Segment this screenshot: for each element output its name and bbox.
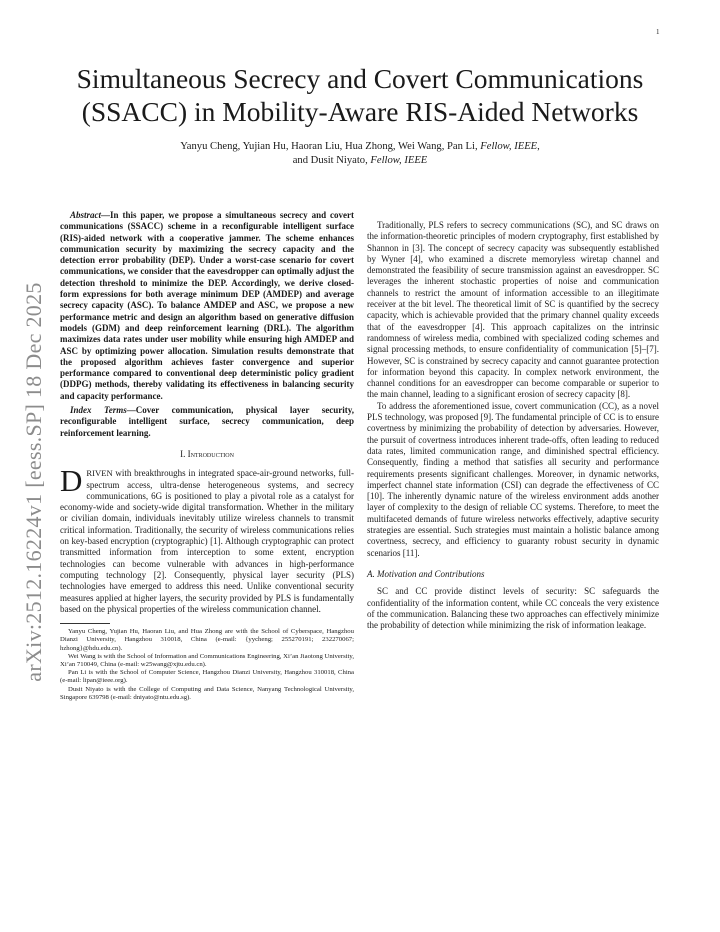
abstract xyxy=(60,210,354,402)
author-names-line2: and Dusit Niyato, xyxy=(292,155,368,166)
subsection-heading: A. Motivation and Contributions xyxy=(367,568,485,579)
page-number: 1 xyxy=(656,28,660,36)
section-heading-introduction: I. Introduction xyxy=(180,448,234,459)
footnote-3: Pan Li is with the School of Computer Science, Hangzhou Dianzi University, Hangzhou 310018, China (e-mail: lipan@ieee.org). xyxy=(60,669,354,685)
fellow-label-2: Fellow, IEEE xyxy=(370,155,428,166)
author-list: Yanyu Cheng, Yujian Hu, Haoran Liu, Hua Zhong, Wei Wang, Pan Li, Fellow, IEEE, and Dusit Niyato, Fellow, IEEE xyxy=(180,141,540,166)
right-paragraph-2: To address the aforementioned issue, covert communication (CC), as a novel PLS technology, was proposed [9]. The fundamental principle of CC is to ensure covertness by minimizing the probability of detection by adversaries. However, the pursuit of covertness introduces inherent trade-offs, often leading to reduced data rates, limited communication range, and diminished spectral efficiency. Consequently, finding a method that satisfies all security and performance requirements presents significant challenges. Moreover, in dynamic networks, imperfect channel state information (CSI) can degrade the effectiveness of CC [10]. The inherently dynamic nature of the wireless environment adds another layer of complexity to the design of reliable CC systems. Therefore, to meet the multifaceted demands of future wireless networks effectively, adaptive security strategies are essential. Such strategies must maintain a holistic balance among covertness, secrecy, and efficiency to guaranty robust security in dynamic scenarios [11]. xyxy=(367,400,659,558)
index-terms xyxy=(60,405,354,439)
footnotes xyxy=(60,628,354,702)
intro-paragraph-1-text: with breakthroughs in integrated space-air-ground networks, full-spectrum access, ultra-dense heterogeneous systems, and secrecy communications, 6G is positioned to play a pivotal role as a catalyst for economy-wide and society-wide digital transformation. Whether in the military or civilian domain, individuals inevitably utilize wireless channels to transmit critical information. Traditionally, the security of wireless communications relies on key-based encryption (cryptographic) [1]. Although cryptographic can protect transmitted information from interception to some extent, encryption technologies can become vulnerable with advances in high-performance computing technology [2]. Consequently, physical layer security (PLS) technologies have emerged to address this need. Unlike conventional security measures applied at higher layers, the security provided by PLS is fundamentally based on the physical properties of the wireless communication channel. xyxy=(60,468,354,614)
index-terms-label: Index Terms xyxy=(70,405,127,416)
paper-title xyxy=(40,62,680,128)
footnote-4: Dusit Niyato is with the College of Computing and Data Science, Nanyang Technological University, Singapore 639798 (e-mail: dniyato@ntu.edu.sg). xyxy=(60,685,354,701)
abstract-text: —In this paper, we propose a simultaneous secrecy and covert communications (SSACC) scheme in a reconfigurable intelligent surface (RIS)-aided network with a cooperative jammer. The scheme enhances communication security by maximizing the secrecy capacity and the detection error probability (DEP). Under a worst-case scenario for covert communications, we consider that the eavesdropper can optimally adjust the detection threshold to minimize the DEP. Accordingly, we derive closed-form expressions for both average minimum DEP (AMDEP) and average secrecy capacity (ASC). To balance AMDEP and ASC, we propose a new performance metric and design an algorithm based on generative diffusion models (GDM) and deep reinforcement learning (DRL). The algorithm maximizes data rates under user mobility while ensuring high AMDEP and ASC by optimizing power allocation. Simulation results demonstrate that the proposed algorithm achieves faster convergence and superior performance compared to conventional deep deterministic policy gradient (DDPG) methods, thereby validating its effectiveness in balancing security and capacity performance. xyxy=(60,210,354,401)
right-column xyxy=(367,220,659,631)
footnote-1: Yanyu Cheng, Yujian Hu, Haoran Liu, and Hua Zhong are with the School of Cyberspace, Hangzhou Dianzi University, Hangzhou 310018, China (e-mail: {yycheng; 255270191; 232270067; hzhong}@hdu.edu.cn). xyxy=(60,628,354,652)
drop-word: RIVEN xyxy=(86,468,113,479)
right-paragraph-3: SC and CC provide distinct levels of security: SC safeguards the confidentiality of the information content, while CC conceals the very existence of the communication. Balancing these two approaches can effectively minimize the probability of detection while minimizing the risk of information leakage. xyxy=(367,586,659,631)
drop-cap: D xyxy=(60,463,83,499)
title-line-1: Simultaneous Secrecy and Covert Communications xyxy=(76,63,644,94)
left-column xyxy=(60,210,354,702)
intro-paragraph-1 xyxy=(60,463,354,615)
index-terms-text: —Cover communication, physical layer security, reconfigurable intelligent surface, secrecy communication, deep reinforcement learning. xyxy=(60,405,354,438)
footnote-rule xyxy=(60,623,110,624)
author-names-line1: Yanyu Cheng, Yujian Hu, Haoran Liu, Hua Zhong, Wei Wang, Pan Li, xyxy=(180,141,478,152)
fellow-label-1: Fellow, IEEE xyxy=(480,141,538,152)
arxiv-stamp: arXiv:2512.16224v1 [eess.SP] 18 Dec 2025 xyxy=(21,282,46,682)
abstract-label: Abstract xyxy=(70,210,102,220)
right-paragraph-1: Traditionally, PLS refers to secrecy communications (SC), and SC draws on the information-theoretic principles of modern cryptography, first established by Shannon in [3]. The concept of secrecy capacity was subsequently established by Wyner [4], who examined a discrete memoryless wiretap channel and demonstrated the feasibility of secure transmission against an eavesdropper. SC leverages the inherent stochastic properties of noise and communication channels to restrict the amount of information accessible to an illegitimate receiver at the bit level. The theoretical limit of SC is quantified by the secrecy capacity, which is achievable provided that the primary channel quality exceeds that of the eavesdropper [4]. This approach capitalizes on the intrinsic randomness of wireless media, combined with specialized coding schemes and signal processing methods, to ensure confidentiality of communication [5]–[7]. However, SC is constrained by secrecy capacity and cannot guarantee protection for information beyond this capacity. In complex network environment, the channel conditions for an eavesdropper can become comparable or superior to the main channel, leading to a significant erosion of secrecy capacity [8]. xyxy=(367,220,659,400)
footnote-2: Wei Wang is with the School of Information and Communications Engineering, Xi’an Jiaotong University, Xi’an 710049, China (e-mail: w25wang@xjtu.edu.cn). xyxy=(60,652,354,668)
title-line-2: (SSACC) in Mobility-Aware RIS-Aided Networks xyxy=(81,96,639,127)
